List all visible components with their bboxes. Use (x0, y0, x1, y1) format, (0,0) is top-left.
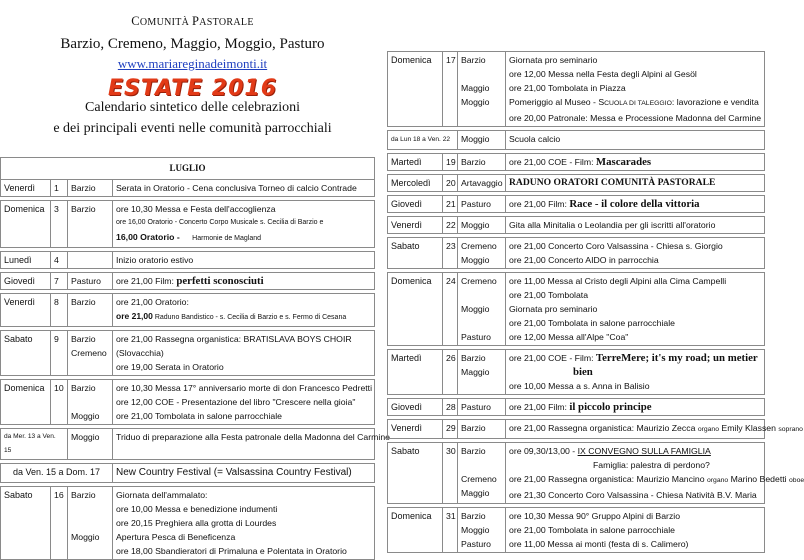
day-cell: Venerdì (388, 420, 443, 439)
event-cell: Inizio oratorio estivo (113, 252, 375, 269)
table-row (1, 429, 375, 460)
event-small: oboe (789, 477, 804, 484)
table-row (388, 508, 765, 553)
place-cell (68, 331, 113, 376)
event-prefix: ore 21,00 Film: (509, 199, 570, 209)
day-cell: Domenica (1, 380, 51, 425)
film-title: bien (573, 366, 593, 378)
website-link[interactable]: www.mariareginadeimonti.it (117, 56, 268, 71)
event-line: ore 09,30/13,00 - (509, 446, 578, 456)
event-line: ore 21,00 Tombolata in salone parrocchiale (116, 411, 282, 421)
event-time-bold: 16,00 Oratorio - (116, 232, 183, 242)
estate-title: ESTATE 2016 (107, 76, 278, 101)
place-line: Maggio (461, 83, 490, 93)
place-line: Moggio (461, 255, 490, 265)
calendar-table-july-second-half (387, 51, 804, 553)
event-line: Apertura Pesca di Beneficenza (116, 532, 236, 542)
table-row (1, 487, 375, 560)
event-cell (506, 238, 765, 269)
event-line: ore 19,00 Serata in Oratorio (116, 362, 224, 372)
date-cell: 16 (51, 487, 68, 560)
event-line: ore 21,00 Tombolata in salone parrocchiale (509, 525, 675, 535)
org-cap-2: P (192, 14, 200, 28)
month-header-row (1, 158, 375, 180)
event-line: Pomeriggio al Museo - S (509, 97, 605, 107)
date-cell: 22 (443, 217, 458, 234)
day-cell: Domenica (1, 201, 51, 248)
event-cell (113, 273, 375, 290)
place-line: Pasturo (461, 539, 491, 549)
table-row (1, 331, 375, 376)
place-line: Pasturo (461, 332, 491, 342)
event-line: Emily Klassen (718, 423, 779, 433)
table-row (388, 175, 765, 192)
place-cell: Barzio (68, 180, 113, 197)
date-cell: 7 (51, 273, 68, 290)
place-cell: Pasturo (458, 196, 506, 213)
day-range-cell: da Lun 18 a Ven. 22 (388, 131, 458, 150)
event-line: Marino Bedetti (728, 474, 790, 484)
date-cell: 4 (51, 252, 68, 269)
event-line: ore 21,00 Concerto AIDO in parrocchia (509, 255, 659, 265)
event-line: (Slovacchia) (116, 348, 164, 358)
place-line: Moggio (71, 411, 100, 421)
event-prefix: ore 21,00 COE - Film: (509, 353, 596, 363)
event-line: ore 11,00 Messa al Cristo degli Alpini alla Cima Campelli (509, 276, 727, 286)
place-cell (458, 273, 506, 346)
org-rest-1: OMUNITÀ (139, 17, 193, 28)
table-row (1, 273, 375, 290)
event-line: ore 21,30 Concerto Coro Valsassina - Chiesa Natività B.V. Maria (509, 490, 757, 500)
day-cell: Sabato (388, 238, 443, 269)
event-small: soprano (778, 426, 803, 433)
event-line: ore 10,30 Messa 90° Gruppo Alpini di Barzio (509, 511, 681, 521)
day-cell: Giovedì (388, 399, 443, 416)
date-cell: 31 (443, 508, 458, 553)
event-cell: RADUNO ORATORI COMUNITÀ PASTORALE (506, 175, 765, 192)
place-line: Cremeno (461, 241, 497, 251)
event-line: Raduno Bandistico - s. Cecilia di Barzio e s. Fermo di Cesana (152, 314, 347, 321)
date-cell: 1 (51, 180, 68, 197)
date-cell: 19 (443, 154, 458, 171)
event-line: Harmonie de Magland (192, 235, 262, 242)
day-cell: Lunedì (1, 252, 51, 269)
event-prefix: ore 21,00 COE - Film: (509, 157, 596, 167)
date-cell: 30 (443, 443, 458, 504)
date-cell: 20 (443, 175, 458, 192)
day-line: 15 (4, 447, 12, 454)
organization-name (0, 14, 385, 29)
table-row (1, 180, 375, 197)
date-cell: 17 (443, 52, 458, 127)
subtitle-line-1: Calendario sintetico delle celebrazioni (85, 100, 300, 115)
place-line: Moggio (461, 304, 490, 314)
place-cell (68, 380, 113, 425)
table-row (388, 196, 765, 213)
place-line: Barzio (461, 511, 486, 521)
day-cell: Venerdì (388, 217, 443, 234)
film-title: Mascarades (595, 156, 652, 168)
table-row (1, 294, 375, 327)
event-line: ore 12,00 Messa nella Festa degli Alpini al Gesöl (509, 69, 697, 79)
day-cell: Mercoledì (388, 175, 443, 192)
month-header: LUGLIO (1, 158, 375, 180)
event-line: ore 12,00 Messa all'Alpe "Coa" (509, 332, 629, 342)
event-line: ore 21,00 Rassegna organistica: Maurizio Zecca (509, 423, 698, 433)
table-row (1, 464, 375, 483)
event-line: Famiglia: palestra di perdono? (593, 460, 710, 470)
convegno-title: IX CONVEGNO SULLA FAMIGLIA (577, 446, 711, 456)
place-cell (458, 443, 506, 504)
table-row (388, 350, 765, 395)
place-line: Maggio (461, 367, 490, 377)
table-row (388, 399, 765, 416)
day-cell: Sabato (1, 331, 51, 376)
org-rest-2: ASTORALE (199, 17, 254, 28)
event-prefix: ore 21,00 Film: (509, 402, 570, 412)
table-row (388, 217, 765, 234)
calendar-table-july-first-half (0, 157, 390, 560)
event-line: ore 10,00 Messa e benedizione indumenti (116, 504, 278, 514)
place-line: Barzio (461, 55, 486, 65)
day-range-cell: da Ven. 15 a Dom. 17 (1, 464, 113, 483)
place-line: Barzio (71, 383, 96, 393)
event-small: organo (697, 426, 719, 433)
event-cell (113, 331, 375, 376)
place-cell: Barzio (68, 201, 113, 248)
event-line: ore 10,00 Messa a s. Anna in Balisio (509, 381, 650, 391)
day-cell (1, 429, 68, 460)
places-line: Barzio, Cremeno, Maggio, Moggio, Pasturo (60, 36, 325, 52)
table-row (1, 252, 375, 269)
event-line: ore 21,00 Rassegna organistica: BRATISLAVA BOYS CHOIR (116, 334, 352, 344)
event-line: ore 10,30 Messa 17° anniversario morte di don Francesco Pedretti (116, 383, 373, 393)
event-smallcaps: CUOLA DI TALEGGIO (604, 100, 672, 107)
event-cell (506, 443, 804, 504)
place-cell: Barzio (458, 154, 506, 171)
event-line: ore 21,00 Rassegna organistica: Maurizio Mancino (509, 474, 707, 484)
table-row (1, 380, 375, 425)
date-cell: 23 (443, 238, 458, 269)
event-cell (506, 52, 765, 127)
place-cell (458, 350, 506, 395)
event-line: : lavorazione e vendita (671, 97, 759, 107)
event-cell (506, 273, 765, 346)
event-cell (113, 201, 375, 248)
date-cell: 21 (443, 196, 458, 213)
place-line: Moggio (71, 532, 100, 542)
event-line: ore 20,15 Preghiera alla grotta di Lourdes (116, 518, 277, 528)
place-line: Barzio (71, 334, 96, 344)
date-cell: 3 (51, 201, 68, 248)
date-cell: 9 (51, 331, 68, 376)
event-cell (506, 399, 765, 416)
event-line: ore 11,00 Messa ai monti (festa di s. Calimero) (509, 539, 689, 549)
table-row (388, 154, 765, 171)
event-cell (506, 420, 803, 439)
event-cell (506, 350, 765, 395)
place-cell: Barzio (458, 420, 506, 439)
event-prefix: ore 21,00 Film: (116, 276, 177, 286)
event-time-bold: ore 21,00 (116, 311, 153, 321)
date-cell: 29 (443, 420, 458, 439)
day-cell: Domenica (388, 273, 443, 346)
table-row (388, 273, 765, 346)
date-cell: 8 (51, 294, 68, 327)
event-line: ore 20,00 Patronale: Messa e Processione Madonna del Carmine (509, 113, 762, 123)
place-cell: Barzio (68, 294, 113, 327)
day-cell: Venerdì (1, 180, 51, 197)
place-cell: Moggio (458, 131, 506, 150)
place-cell: Moggio (458, 217, 506, 234)
event-line: ore 18,00 Sbandieratori di Primaluna e Polentata in Oratorio (116, 546, 347, 556)
event-small: organo (707, 477, 729, 484)
event-cell: Scuola calcio (506, 131, 765, 150)
event-cell: New Country Festival (= Valsassina Country Festival) (113, 464, 375, 483)
table-row (388, 52, 765, 127)
film-title: Race - il colore della vittoria (569, 198, 700, 210)
event-line: Giornata dell'ammalato: (116, 490, 208, 500)
place-line: Barzio (461, 446, 486, 456)
place-cell (68, 487, 113, 560)
event-line: Giornata pro seminario (509, 304, 598, 314)
event-cell: Gita alla Minitalia o Leolandia per gli iscritti all'oratorio (506, 217, 765, 234)
event-line: Giornata pro seminario (509, 55, 598, 65)
day-cell: Domenica (388, 52, 443, 127)
event-cell (113, 294, 375, 327)
place-line: Cremeno (71, 348, 107, 358)
day-cell: Martedì (388, 350, 443, 395)
film-title: il piccolo principe (569, 401, 652, 413)
place-line: Cremeno (461, 276, 497, 286)
event-cell (113, 487, 375, 560)
table-row (388, 420, 765, 439)
place-cell: Pasturo (68, 273, 113, 290)
day-cell: Domenica (388, 508, 443, 553)
place-cell (458, 508, 506, 553)
event-cell (506, 508, 765, 553)
table-row (1, 201, 375, 248)
event-line: ore 16,00 Oratorio - Concerto Corpo Musicale s. Cecilia di Barzio e (116, 219, 324, 226)
event-cell: Serata in Oratorio - Cena conclusiva Torneo di calcio Contrade (113, 180, 375, 197)
place-cell: Pasturo (458, 399, 506, 416)
date-cell: 10 (51, 380, 68, 425)
place-line: Barzio (461, 353, 486, 363)
day-cell: Martedì (388, 154, 443, 171)
film-title: TerreMere; it's my road; un metier (595, 352, 758, 364)
place-cell: Moggio (68, 429, 113, 460)
day-cell: Sabato (1, 487, 51, 560)
event-line: ore 21,00 Tombolata (509, 290, 589, 300)
table-row (388, 443, 765, 504)
event-cell (113, 380, 375, 425)
day-line: da Mer. 13 a Ven. (4, 433, 56, 440)
table-row (388, 131, 765, 150)
subtitle-line-2: e dei principali eventi nelle comunità parrocchiali (53, 121, 332, 136)
event-line: ore 10,30 Messa e Festa dell'accoglienza (116, 204, 276, 214)
day-cell: Giovedì (1, 273, 51, 290)
place-line: Maggio (461, 488, 490, 498)
place-cell (458, 52, 506, 127)
film-title: perfetti sconosciuti (176, 275, 264, 287)
event-cell (506, 154, 765, 171)
event-line: ore 21,00 Tombolata in Piazza (509, 83, 626, 93)
event-cell: Triduo di preparazione alla Festa patronale della Madonna del Carmine (113, 429, 375, 460)
place-line: Moggio (461, 525, 490, 535)
place-line: Moggio (461, 97, 490, 107)
date-cell: 28 (443, 399, 458, 416)
event-line: ore 21,00 Tombolata in salone parrocchiale (509, 318, 675, 328)
org-cap-1: C (131, 14, 140, 28)
event-line: ore 21,00 Concerto Coro Valsassina - Chiesa s. Giorgio (509, 241, 723, 251)
place-cell: Artavaggio (458, 175, 506, 192)
day-cell: Venerdì (1, 294, 51, 327)
day-cell: Giovedì (388, 196, 443, 213)
table-row (388, 238, 765, 269)
place-cell (458, 238, 506, 269)
place-line: Cremeno (461, 474, 497, 484)
event-line: ore 21,00 Oratorio: (116, 297, 189, 307)
event-cell (506, 196, 765, 213)
place-line: Barzio (71, 490, 96, 500)
date-cell: 26 (443, 350, 458, 395)
date-cell: 24 (443, 273, 458, 346)
place-cell (68, 252, 113, 269)
day-cell: Sabato (388, 443, 443, 504)
event-line: ore 12,00 COE - Presentazione del libro "Crescere nella gioia" (116, 397, 356, 407)
